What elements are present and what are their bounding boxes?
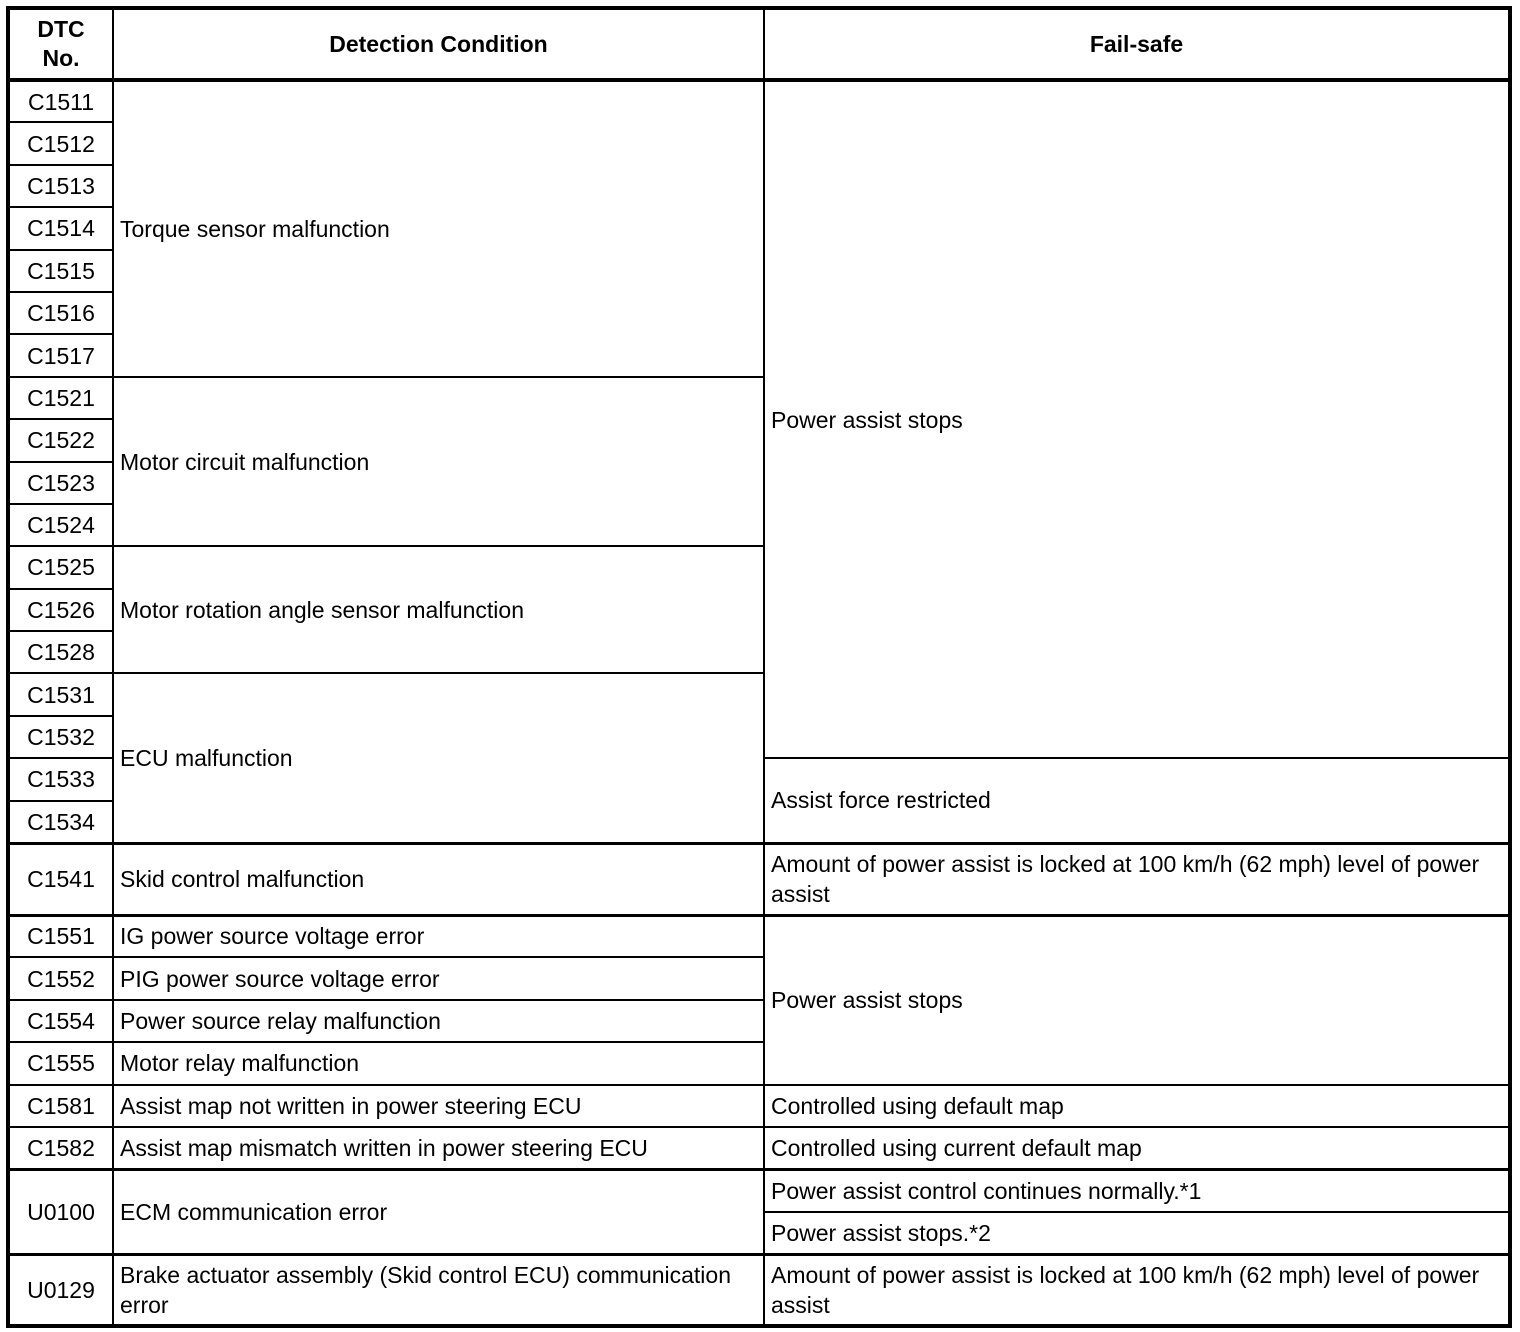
table-row	[8, 1254, 1510, 1326]
header-detection-condition: Detection Condition	[113, 8, 764, 80]
fail-safe: Amount of power assist is locked at 100 km/h (62 mph) level of power assist	[764, 1254, 1510, 1326]
dtc-code: C1516	[8, 292, 113, 334]
dtc-code: C1555	[8, 1042, 113, 1084]
dtc-code: C1551	[8, 915, 113, 957]
dtc-code: C1582	[8, 1127, 113, 1169]
detection-condition: Brake actuator assembly (Skid control ECU) communication error	[113, 1254, 764, 1326]
detection-condition: Power source relay malfunction	[113, 1000, 764, 1042]
dtc-code: C1522	[8, 419, 113, 461]
dtc-code: C1517	[8, 334, 113, 376]
detection-condition: Assist map mismatch written in power steering ECU	[113, 1127, 764, 1169]
dtc-code: C1521	[8, 377, 113, 419]
detection-condition: Motor rotation angle sensor malfunction	[113, 546, 764, 673]
detection-condition: Skid control malfunction	[113, 843, 764, 915]
dtc-code: C1528	[8, 631, 113, 673]
fail-safe: Power assist stops	[764, 915, 1510, 1085]
dtc-code: C1532	[8, 716, 113, 758]
fail-safe: Power assist control continues normally.*1	[764, 1169, 1510, 1211]
detection-condition: PIG power source voltage error	[113, 957, 764, 999]
dtc-code: U0129	[8, 1254, 113, 1326]
dtc-code: C1525	[8, 546, 113, 588]
dtc-code: C1515	[8, 250, 113, 292]
fail-safe: Controlled using default map	[764, 1085, 1510, 1127]
fail-safe: Assist force restricted	[764, 758, 1510, 843]
table-row	[8, 80, 1510, 122]
detection-condition: Assist map not written in power steering ECU	[113, 1085, 764, 1127]
dtc-code: C1524	[8, 504, 113, 546]
fail-safe: Amount of power assist is locked at 100 km/h (62 mph) level of power assist	[764, 843, 1510, 915]
detection-condition: Motor relay malfunction	[113, 1042, 764, 1084]
detection-condition: IG power source voltage error	[113, 915, 764, 957]
dtc-code: C1552	[8, 957, 113, 999]
dtc-code: U0100	[8, 1169, 113, 1254]
header-row	[8, 8, 1510, 80]
fail-safe: Controlled using current default map	[764, 1127, 1510, 1169]
dtc-failsafe-table	[6, 6, 1512, 1328]
dtc-table-container	[6, 6, 1512, 1328]
dtc-code: C1581	[8, 1085, 113, 1127]
dtc-code: C1534	[8, 801, 113, 843]
table-row	[8, 1169, 1510, 1211]
table-row	[8, 843, 1510, 915]
dtc-code: C1554	[8, 1000, 113, 1042]
table-row	[8, 915, 1510, 957]
detection-condition: ECU malfunction	[113, 673, 764, 843]
dtc-code: C1526	[8, 589, 113, 631]
dtc-code: C1511	[8, 80, 113, 122]
fail-safe: Power assist stops	[764, 80, 1510, 758]
header-dtc-no: DTC No.	[8, 8, 113, 80]
header-fail-safe: Fail-safe	[764, 8, 1510, 80]
dtc-code: C1531	[8, 673, 113, 715]
dtc-code: C1513	[8, 165, 113, 207]
dtc-code: C1512	[8, 122, 113, 164]
table-row	[8, 1127, 1510, 1169]
dtc-code: C1514	[8, 207, 113, 249]
table-row	[8, 1085, 1510, 1127]
fail-safe: Power assist stops.*2	[764, 1212, 1510, 1254]
dtc-code: C1541	[8, 843, 113, 915]
dtc-code: C1533	[8, 758, 113, 800]
detection-condition: Motor circuit malfunction	[113, 377, 764, 547]
dtc-code: C1523	[8, 462, 113, 504]
detection-condition: ECM communication error	[113, 1169, 764, 1254]
detection-condition: Torque sensor malfunction	[113, 80, 764, 377]
